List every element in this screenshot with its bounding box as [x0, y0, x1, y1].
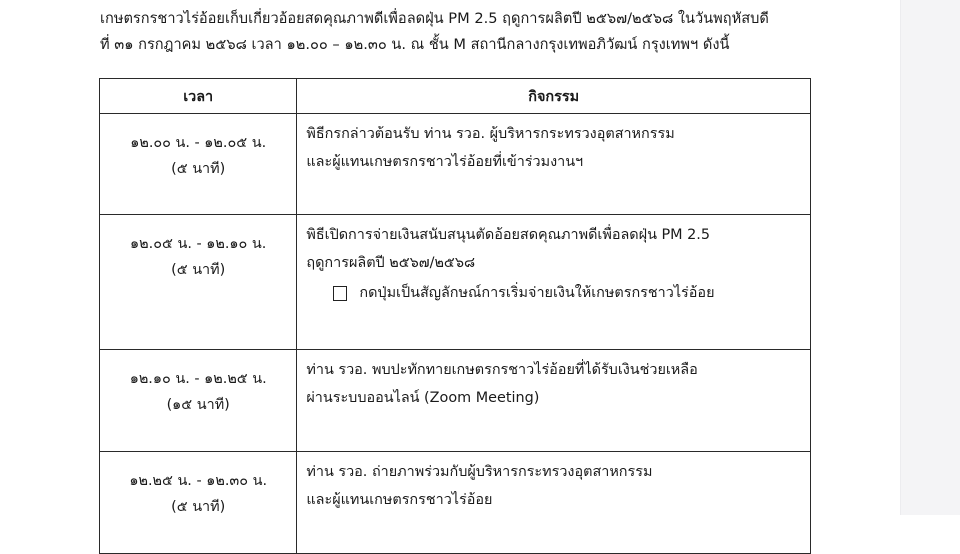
- activity-line: ท่าน รวอ. พบปะทักทายเกษตรกรชาวไร่อ้อยที่ได้รับเงินช่วยเหลือ: [306, 362, 698, 378]
- time-range: ๑๒.๐๕ น. - ๑๒.๑๐ น.: [130, 236, 267, 252]
- intro-line-1: เกษตรกรชาวไร่อ้อยเก็บเกี่ยวอ้อยสดคุณภาพดีเพื่อลดฝุ่น PM 2.5 ฤดูการผลิตปี ๒๕๖๗/๒๕๖๘ ในวันพฤหัสบดี: [100, 10, 769, 27]
- table-row: [100, 215, 811, 350]
- activity-line: และผู้แทนเกษตรกรชาวไร่อ้อยที่เข้าร่วมงานฯ: [306, 154, 584, 170]
- activity-line: ฤดูการผลิตปี ๒๕๖๗/๒๕๖๘: [306, 255, 476, 271]
- schedule-table: [99, 78, 811, 554]
- header-time: เวลา: [100, 79, 297, 114]
- time-range: ๑๒.๐๐ น. - ๑๒.๐๕ น.: [130, 135, 267, 151]
- viewer-right-gutter: [900, 0, 960, 515]
- activity-line: พิธีกรกล่าวต้อนรับ ท่าน รวอ. ผู้บริหารกระทรวงอุตสาหกรรม: [306, 126, 675, 142]
- time-duration: (๕ นาที): [171, 262, 226, 278]
- time-cell: [100, 350, 297, 452]
- table-row: [100, 350, 811, 452]
- activity-cell: [297, 215, 811, 350]
- activity-cell: [297, 452, 811, 554]
- header-activity: กิจกรรม: [297, 79, 811, 114]
- activity-line: ท่าน รวอ. ถ่ายภาพร่วมกับผู้บริหารกระทรวงอุตสาหกรรม: [306, 464, 653, 480]
- time-duration: (๕ นาที): [171, 161, 226, 177]
- intro-line-2: ที่ ๓๑ กรกฎาคม ๒๕๖๘ เวลา ๑๒.๐๐ – ๑๒.๓๐ น. ณ ชั้น M สถานีกลางกรุงเทพอภิวัฒน์ กรุงเทพฯ ดังนี้: [100, 36, 730, 53]
- time-range: ๑๒.๑๐ น. - ๑๒.๒๕ น.: [129, 371, 267, 387]
- table-row: [100, 114, 811, 215]
- time-duration: (๕ นาที): [171, 499, 226, 515]
- time-cell: [100, 114, 297, 215]
- table-header-row: [100, 79, 811, 114]
- activity-line: และผู้แทนเกษตรกรชาวไร่อ้อย: [306, 492, 493, 508]
- activity-cell: [297, 350, 811, 452]
- intro-paragraph: [100, 6, 890, 58]
- sub-item: [333, 279, 802, 307]
- sub-item-label: กดปุ่มเป็นสัญลักษณ์การเริ่มจ่ายเงินให้เกษตรกรชาวไร่อ้อย: [359, 285, 715, 301]
- table-row: [100, 452, 811, 554]
- time-range: ๑๒.๒๕ น. - ๑๒.๓๐ น.: [129, 473, 268, 489]
- activity-cell: [297, 114, 811, 215]
- activity-line: ผ่านระบบออนไลน์ (Zoom Meeting): [306, 390, 540, 406]
- time-cell: [100, 215, 297, 350]
- activity-line: พิธีเปิดการจ่ายเงินสนับสนุนตัดอ้อยสดคุณภาพดีเพื่อลดฝุ่น PM 2.5: [306, 227, 711, 243]
- time-duration: (๑๕ นาที): [166, 397, 230, 413]
- checkbox-square-icon: [333, 286, 347, 301]
- time-cell: [100, 452, 297, 554]
